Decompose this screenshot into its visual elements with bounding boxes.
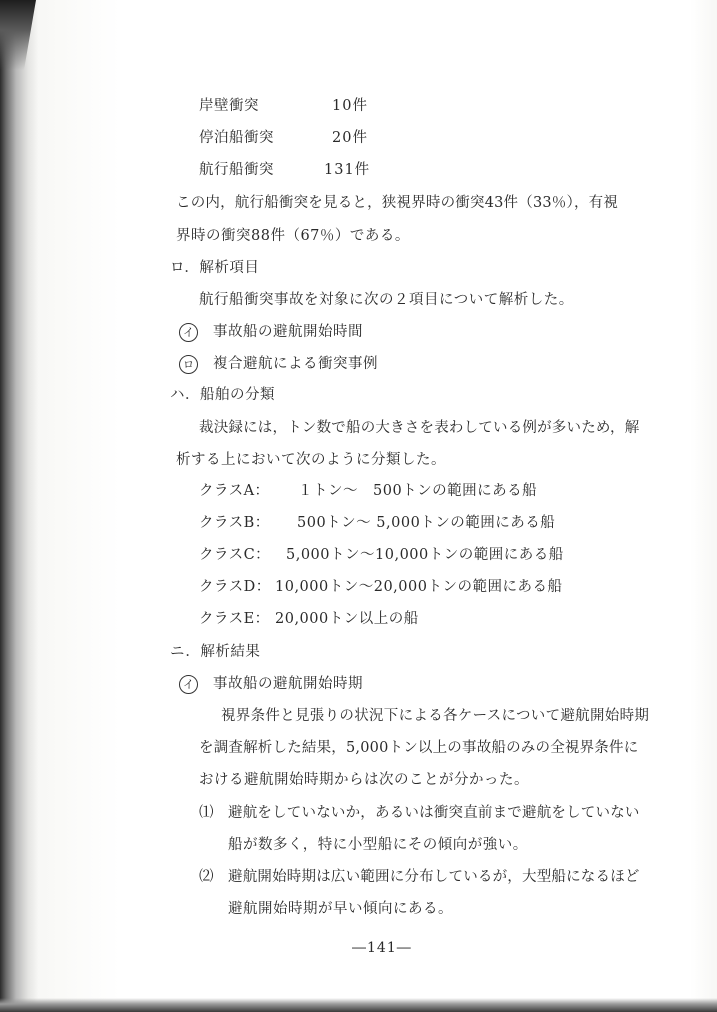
page-number: ―141― <box>352 940 412 956</box>
point-text: 船が数多く，特に小型船にその傾向が強い。 <box>228 837 528 853</box>
paragraph-line: 界時の衝突88件（67％）である。 <box>176 228 410 244</box>
class-range: 20,000トン以上の船 <box>275 611 419 627</box>
point-text: 避航をしていないか，あるいは衝突直前まで避航をしていない <box>228 805 640 821</box>
circled-marker: ロ <box>179 355 198 374</box>
class-range: 5,000トン～10,000トンの範囲にある船 <box>286 547 564 563</box>
class-range: 10,000トン～20,000トンの範囲にある船 <box>275 579 563 595</box>
circled-marker: イ <box>179 323 198 342</box>
point-marker: ⑵ <box>199 869 214 885</box>
circled-marker: イ <box>179 675 198 694</box>
book-binding-shadow <box>0 0 38 1012</box>
stat-count: 10件 <box>332 98 368 114</box>
list-item-text: 事故船の避航開始時間 <box>213 324 363 340</box>
class-label: クラスE： <box>199 611 270 627</box>
paragraph-line: 視界条件と見張りの状況下による各ケースについて避航開始時期 <box>221 708 650 724</box>
stat-label: 岸壁衝突 <box>199 98 259 114</box>
section-heading: ニ．解析結果 <box>170 644 261 660</box>
stat-count: 20件 <box>332 130 368 146</box>
paragraph-line: この内，航行船衝突を見ると，狭視界時の衝突43件（33％），有視 <box>176 195 619 211</box>
class-label: クラスB： <box>199 515 270 531</box>
class-label: クラスC： <box>199 547 271 563</box>
stat-count: 131件 <box>324 162 371 178</box>
class-label: クラスD： <box>199 579 271 595</box>
subsection-heading: 事故船の避航開始時期 <box>213 676 363 692</box>
stat-label: 航行船衝突 <box>199 162 274 178</box>
point-marker: ⑴ <box>199 805 214 821</box>
paragraph-line: 析する上において次のように分類した。 <box>176 452 446 468</box>
paragraph-line: 航行船衝突事故を対象に次の２項目について解析した。 <box>199 292 574 308</box>
stat-label: 停泊船衝突 <box>199 130 274 146</box>
list-item-text: 複合避航による衝突事例 <box>213 356 378 372</box>
point-text: 避航開始時期は広い範囲に分布しているが，大型船になるほど <box>228 869 640 885</box>
paragraph-line: を調査解析した結果，5,000トン以上の事故船のみの全視界条件に <box>199 740 639 756</box>
page-bottom-edge <box>0 998 717 1012</box>
class-range: 500トン～ 5,000トンの範囲にある船 <box>297 515 556 531</box>
class-range: １トン～ 500トンの範囲にある船 <box>298 483 538 499</box>
paragraph-line: 裁決録には，トン数で船の大きさを表わしている例が多いため，解 <box>199 420 640 436</box>
point-text: 避航開始時期が早い傾向にある。 <box>228 901 453 917</box>
class-label: クラスA： <box>199 483 270 499</box>
section-heading: ロ．解析項目 <box>170 260 260 276</box>
section-heading: ハ．船舶の分類 <box>170 387 275 403</box>
paragraph-line: おける避航開始時期からは次のことが分かった。 <box>199 772 529 788</box>
